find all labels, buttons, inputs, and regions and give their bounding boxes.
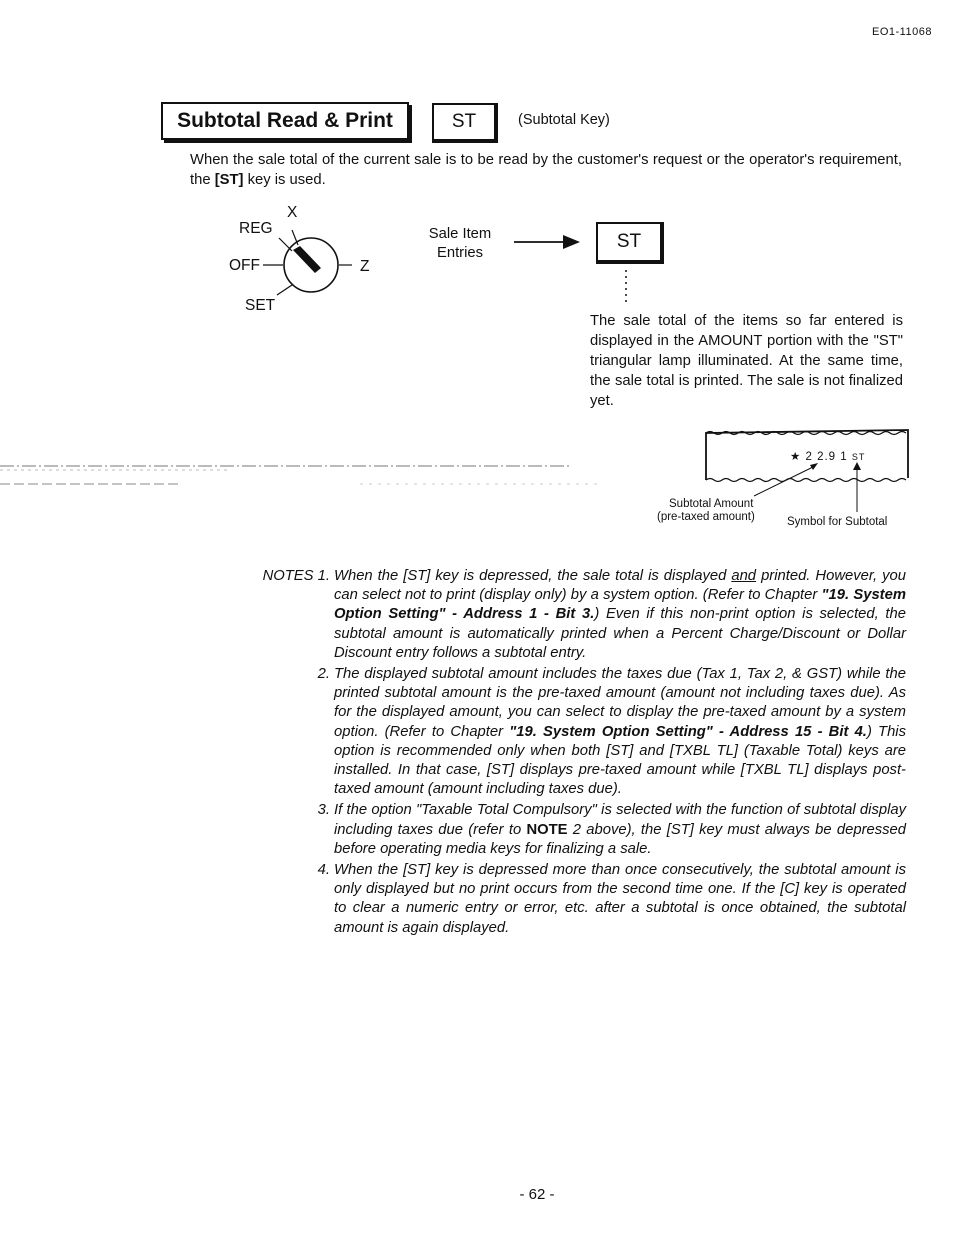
dial-label-z: Z [360,258,370,275]
st-symbol: ST [851,452,866,462]
dial-label-x: X [287,204,298,221]
page-number: - 62 - [519,1186,555,1203]
notes-section [246,567,906,940]
note-4: 4. When the [ST] key is depressed more than once consecutively, the subtotal amount is only displayed but no print occurs from the second time one. If the [C] key is operated to clear a numeric entry or error, etc. after a subtotal is once obtained, the subtotal amount is again displayed. [317,862,906,936]
dial-label-reg: REG [239,220,273,237]
notes-heading: NOTES 1. [262,568,330,584]
document-id: EO1-11068 [872,26,932,38]
sale-item-entries: Sale Item Entries [428,226,492,261]
dial-pointer-icon [293,246,321,273]
note-1: NOTES 1. When the [ST] key is depressed, the sale total is displayed and printed. However, you can select not to print (display only) by a system option. (Refer to Chapter "19. System Option Setting" - Address 1 - Bit 3.) Even if this non-print option is selected, the subtotal amount is automatically printed when a Percent Charge/Discount or Dollar Discount entry follows a subtotal entry. [246,567,906,663]
note-2: 2. The displayed subtotal amount includes the taxes due (Tax 1, Tax 2, & GST) while the printed subtotal amount is the pre-taxed amount (amount not including taxes due). As for the displayed amount, you can select to display the pre-taxed amount by a system option. (Refer to Chapter "19. System Option Setting" - Address 15 - Bit 4.) This option is recommended only when both [ST] and [TXBL TL] (Taxable Total) keys are installed. In that case, [ST] displays pre-taxed amount while [TXBL TL] displays post-taxed amount (amount including taxes due). [317,666,906,798]
note-3: 3. If the option "Taxable Total Compulsory" is selected with the function of subtotal display including taxes due (refer to NOTE 2 above), the [ST] key must always be depressed before operating media keys for finalizing a sale. [317,802,906,857]
dial-label-off: OFF [229,257,260,274]
receipt-line: ★ 2 2.9 1 ST [790,451,866,463]
key-name: (Subtotal Key) [518,112,610,128]
section-title: Subtotal Read & Print [161,102,409,140]
st-key-icon: ST [432,103,498,143]
st-key-icon: ST [596,222,664,264]
callout-amount-sub: (pre-taxed amount) [657,511,755,523]
callout-symbol: Symbol for Subtotal [787,516,888,528]
callout-amount: Subtotal Amount [669,498,754,510]
st-key-ref: [ST] [214,172,244,188]
intro-paragraph: When the sale total of the current sale is to be read by the customer's request or the operator's requirement, the [ST] key is used. [190,152,902,188]
description-paragraph: The sale total of the items so far entered is displayed in the AMOUNT portion with the "ST" triangular lamp illuminated. At the same time, the sale total is printed. The sale is not finalized yet. [590,313,903,409]
dial-label-set: SET [245,297,276,314]
arrow-right-icon [563,235,580,249]
